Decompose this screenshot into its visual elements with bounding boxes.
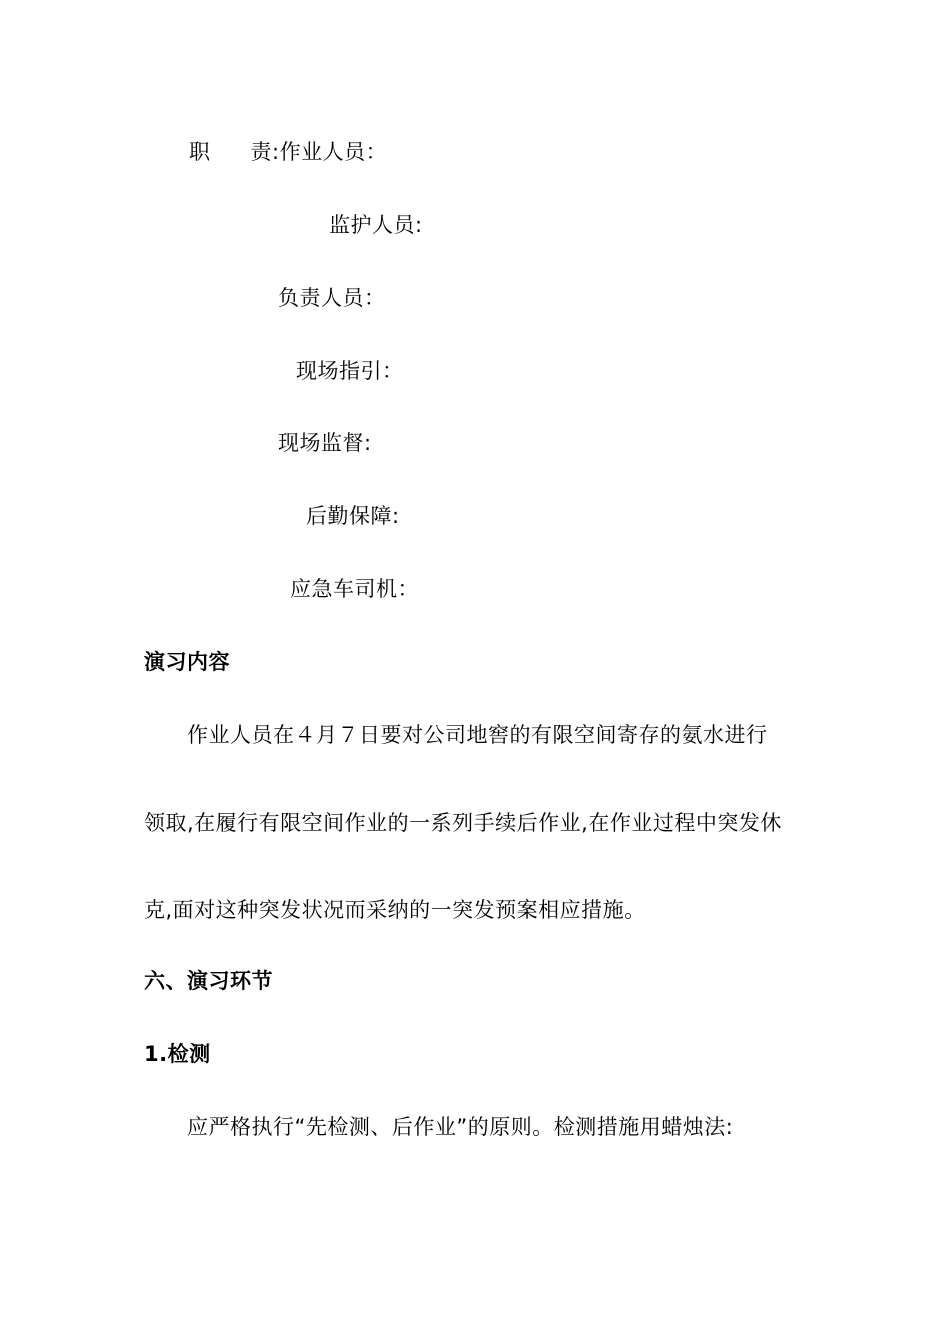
role-responsible-person: 负责人员： <box>278 286 386 310</box>
section-heading-drill-content: 演习内容 <box>144 650 230 674</box>
paragraph-line-2: 领取,在履行有限空间作业的一系列手续后作业,在作业过程中突发休 <box>144 811 782 835</box>
paragraph-line-1: 作业人员在４月７日要对公司地窖的有限空间寄存的氨水进行 <box>187 723 768 747</box>
role-emergency-driver: 应急车司机： <box>290 577 419 601</box>
responsibility-label-part2: 责: <box>250 140 280 164</box>
paragraph-detection: 应严格执行“先检测、后作业”的原则。检测措施用蜡烛法: <box>187 1115 734 1139</box>
role-site-guidance: 现场指引： <box>296 359 404 383</box>
subheading-detection: 1.检测 <box>144 1042 211 1066</box>
section-heading-drill-steps: 六、演习环节 <box>144 969 273 993</box>
responsibility-label-part1: 职 <box>189 140 211 164</box>
responsibility-row <box>189 138 387 166</box>
role-logistics: 后勤保障: <box>306 504 400 528</box>
role-operators: 作业人员： <box>279 140 388 164</box>
paragraph-line-3: 克,面对这种突发状况而采纳的一突发预案相应措施。 <box>144 898 646 922</box>
role-guardian: 监护人员: <box>329 213 423 237</box>
role-site-supervision: 现场监督: <box>278 431 372 455</box>
